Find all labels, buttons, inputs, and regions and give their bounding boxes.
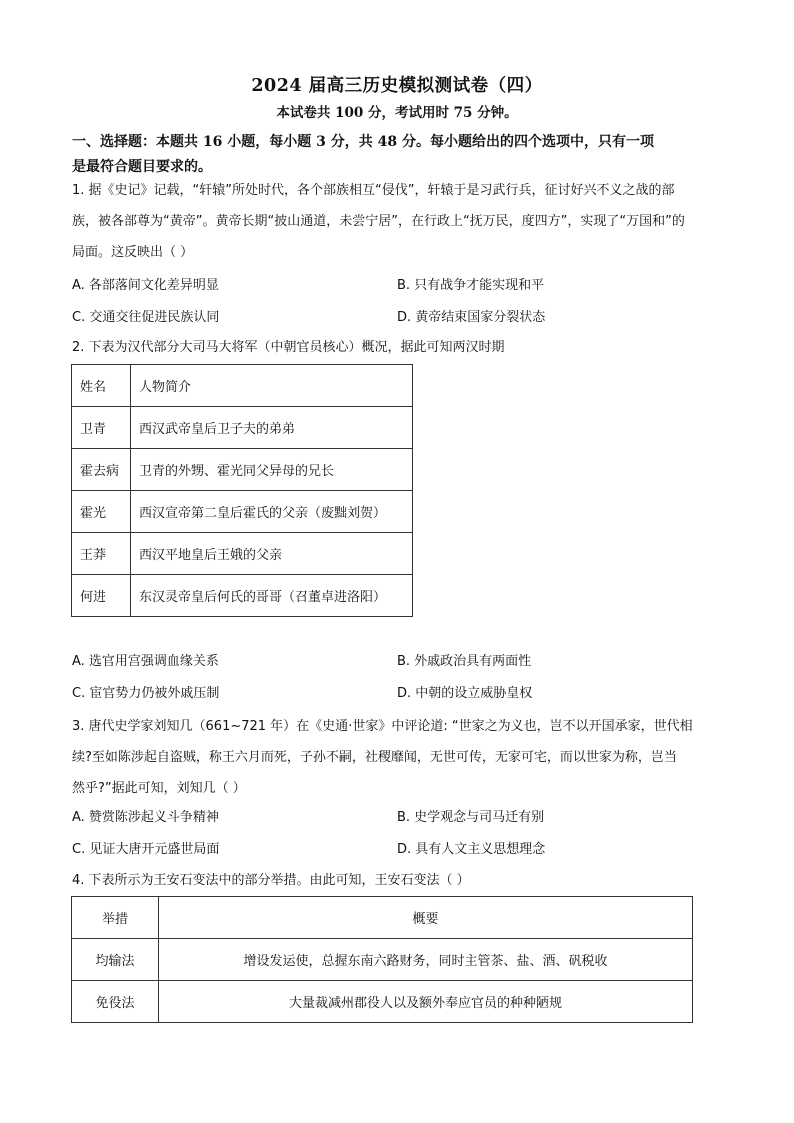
table-header-row: [72, 365, 413, 407]
question-1-stem: [72, 175, 727, 268]
q4-table: [71, 896, 693, 1023]
question-4-stem: 4. 下表所示为王安石变法中的部分举措。由此可知，王安石变法（ ）: [72, 873, 470, 888]
question-line: 续?至如陈涉起自盗贼，称王六月而死，子孙不嗣，社稷靡闻，无世可传，无家可宅，而以世家为称，岂当: [72, 750, 677, 765]
q3-option-b[interactable]: B. 史学观念与司马迁有别: [397, 810, 545, 825]
q1-option-d[interactable]: D. 黄帝结束国家分裂状态: [397, 310, 546, 325]
q1-option-c[interactable]: C. 交通交往促进民族认同: [72, 310, 220, 325]
table-cell: 卫青: [72, 407, 131, 449]
table-row: [72, 533, 413, 575]
table-row: [72, 939, 693, 981]
table-cell: 东汉灵帝皇后何氏的哥哥（召董卓进洛阳）: [131, 575, 413, 617]
table-cell: 均输法: [72, 939, 159, 981]
table-cell: 西汉武帝皇后卫子夫的弟弟: [131, 407, 413, 449]
table-header-cell: 姓名: [72, 365, 131, 407]
question-2-stem: 2. 下表为汉代部分大司马大将军（中朝官员核心）概况，据此可知两汉时期: [72, 340, 505, 355]
table-header-cell: 概要: [159, 897, 693, 939]
table-header-row: [72, 897, 693, 939]
q3-option-d[interactable]: D. 具有人文主义思想理念: [397, 842, 546, 857]
question-line: 1. 据《史记》记载，“轩辕”所处时代，各个部族相互“侵伐”，轩辕于是习武行兵，征讨好兴不义之战的部: [72, 183, 675, 198]
q2-option-d[interactable]: D. 中朝的设立威胁皇权: [397, 686, 533, 701]
q3-option-a[interactable]: A. 赞赏陈涉起义斗争精神: [72, 810, 219, 825]
table-row: [72, 575, 413, 617]
table-header-cell: 人物简介: [131, 365, 413, 407]
table-cell: 霍去病: [72, 449, 131, 491]
table-cell: 王莽: [72, 533, 131, 575]
table-cell: 增设发运使，总握东南六路财务，同时主管茶、盐、酒、矾税收: [159, 939, 693, 981]
question-line: 族，被各部尊为“黄帝”。黄帝长期“披山通道，未尝宁居”，在行政上“抚万民，度四方”，实现了“万国和”的: [72, 214, 685, 229]
table-row: [72, 981, 693, 1023]
question-line: 3. 唐代史学家刘知几（661~721 年）在《史通·世家》中评论道: “世家之为义也，岂不以开国承家，世代相: [72, 719, 693, 734]
exam-title: 2024 届高三历史模拟测试卷（四）: [251, 76, 543, 96]
table-cell: 何进: [72, 575, 131, 617]
q2-option-a[interactable]: A. 选官用宫强调血缘关系: [72, 654, 219, 669]
section-heading-line: 是最符合题目要求的。: [72, 159, 212, 175]
table-row: [72, 407, 413, 449]
question-line: 然乎?”据此可知，刘知几（ ）: [72, 781, 246, 796]
table-header-cell: 举措: [72, 897, 159, 939]
q2-option-b[interactable]: B. 外戚政治具有两面性: [397, 654, 532, 669]
q2-option-c[interactable]: C. 宦官势力仍被外戚压制: [72, 686, 220, 701]
section-heading-line: 一、选择题：本题共 16 小题，每小题 3 分，共 48 分。每小题给出的四个选项中，只有一项: [72, 134, 654, 150]
table-cell: 免役法: [72, 981, 159, 1023]
question-3-stem: [72, 711, 727, 804]
q3-option-c[interactable]: C. 见证大唐开元盛世局面: [72, 842, 220, 857]
table-cell: 大量裁减州郡役人以及额外奉应官员的种种陋规: [159, 981, 693, 1023]
q1-option-b[interactable]: B. 只有战争才能实现和平: [397, 278, 545, 293]
q1-option-a[interactable]: A. 各部落间文化差异明显: [72, 278, 219, 293]
table-cell: 西汉宣帝第二皇后霍氏的父亲（废黜刘贺）: [131, 491, 413, 533]
section-heading: [72, 130, 732, 180]
table-cell: 西汉平地皇后王娥的父亲: [131, 533, 413, 575]
q2-table: [71, 364, 413, 617]
table-cell: 卫青的外甥、霍光同父异母的兄长: [131, 449, 413, 491]
table-row: [72, 449, 413, 491]
table-row: [72, 491, 413, 533]
table-cell: 霍光: [72, 491, 131, 533]
question-line: 局面。这反映出（ ）: [72, 245, 194, 260]
exam-subtitle: 本试卷共 100 分，考试用时 75 分钟。: [276, 105, 518, 121]
